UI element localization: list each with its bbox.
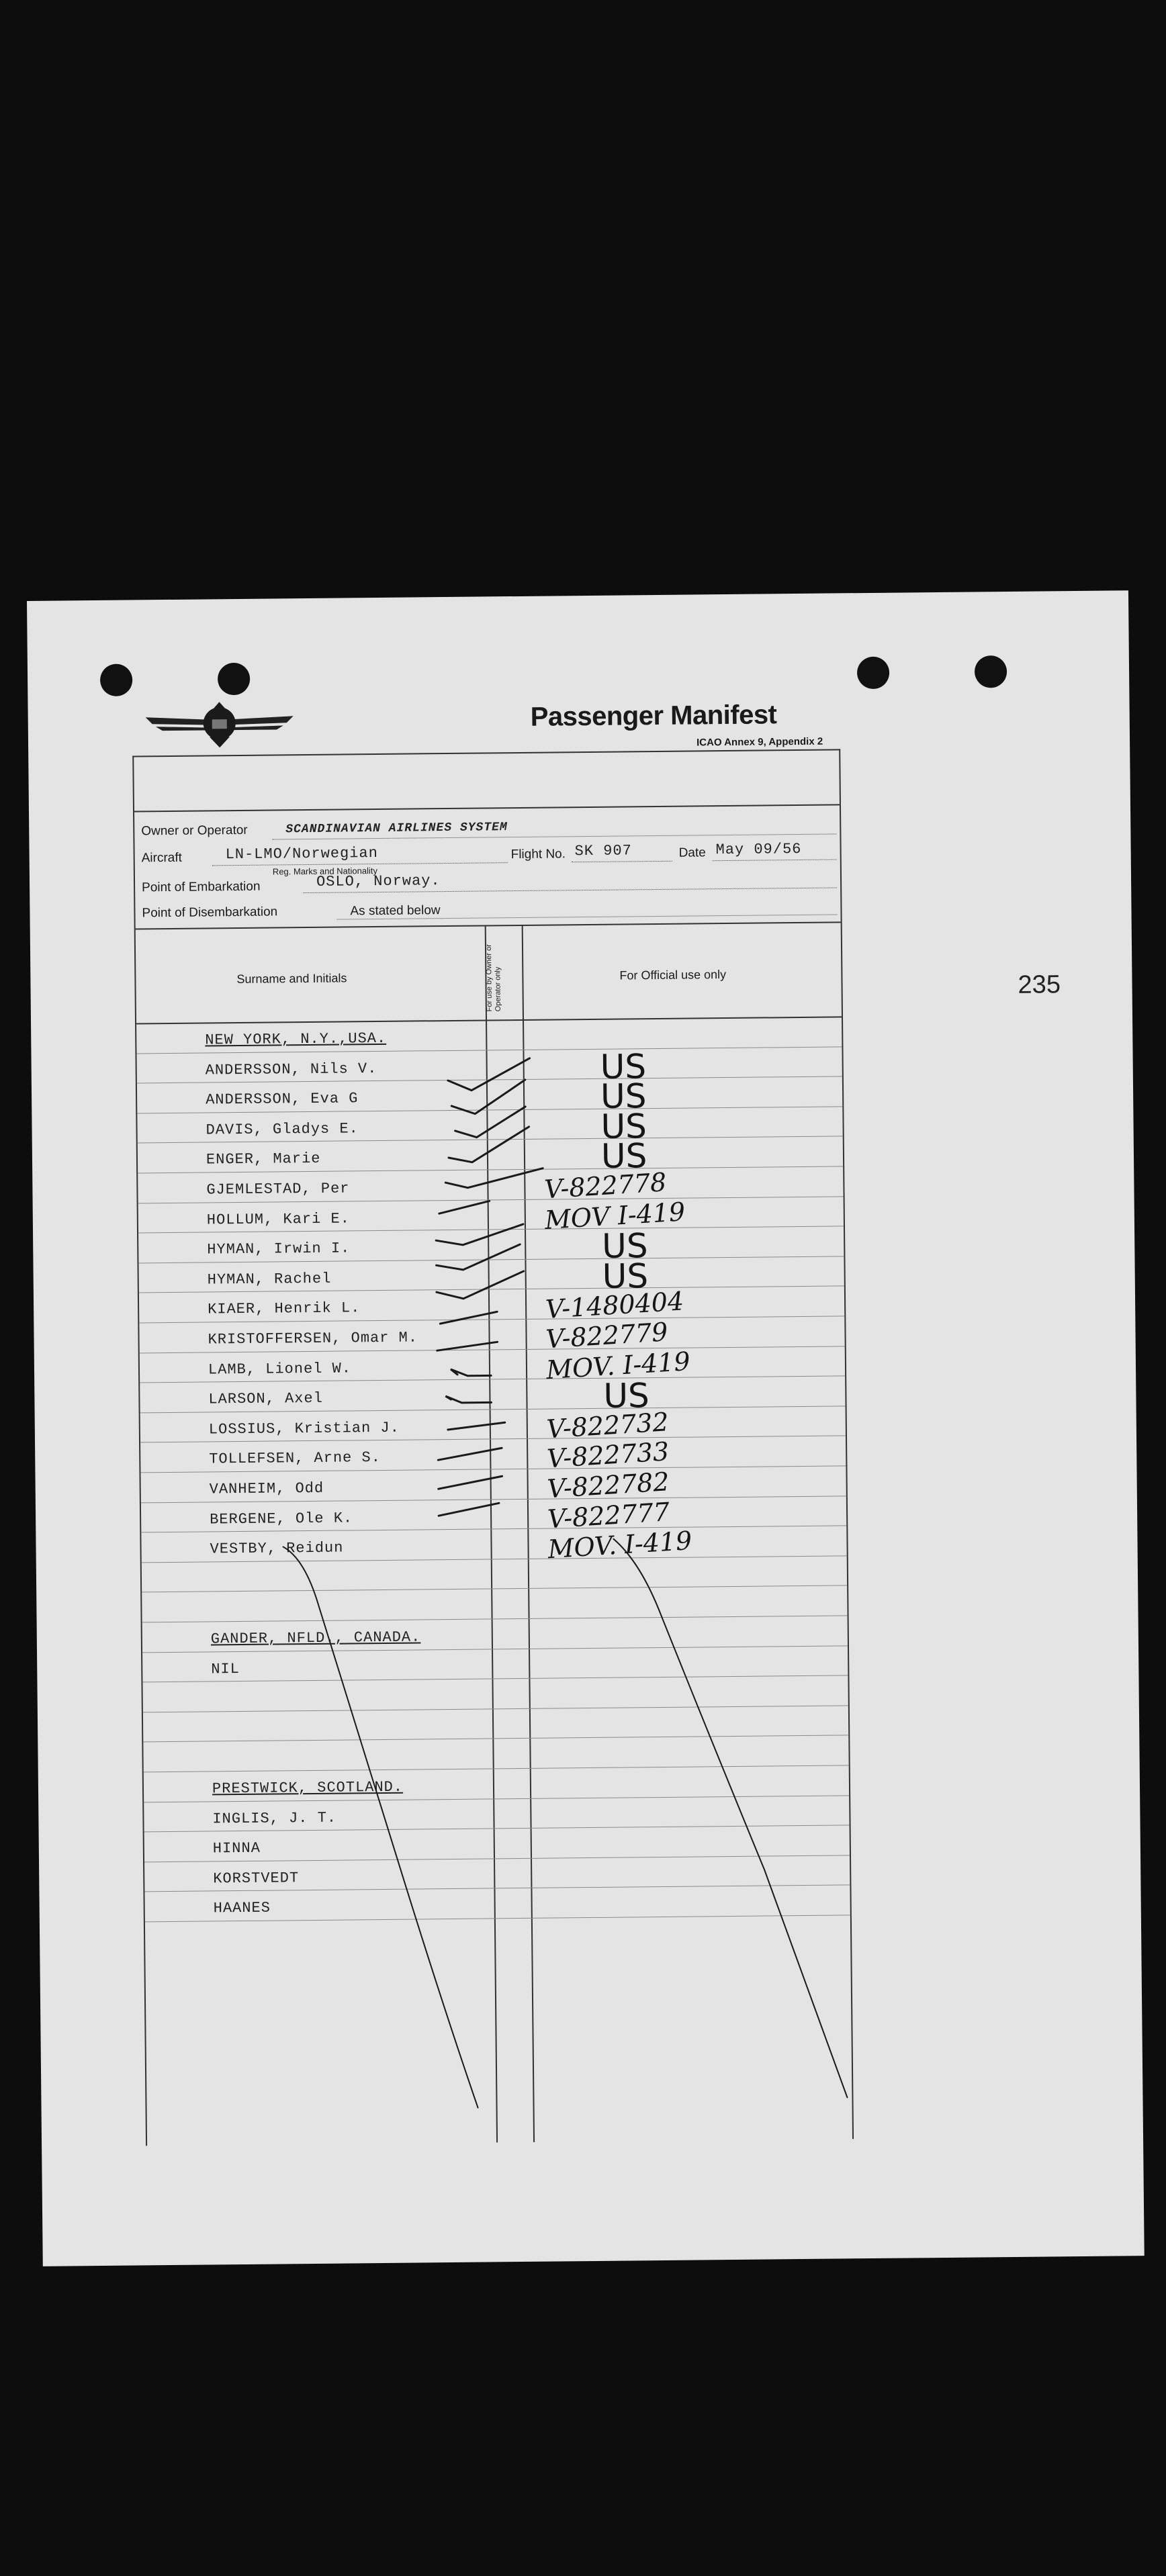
row-name: HINNA [212, 1839, 261, 1857]
row-official-entry: V-1480404 [544, 1286, 685, 1325]
disembark-value: As stated below [350, 903, 441, 919]
row-official-entry: V-822782 [546, 1467, 670, 1504]
row-official-entry: V-822732 [545, 1406, 670, 1444]
row-official-entry: MOV I-419 [543, 1196, 686, 1235]
col-header-official: For Official use only [619, 968, 727, 982]
row-name: ANDERSSON, Nils V. [205, 1060, 377, 1079]
flight-value: SK 907 [574, 842, 632, 860]
row-name: LOSSIUS, Kristian J. [208, 1419, 400, 1438]
row-name: TOLLEFSEN, Arne S. [209, 1449, 382, 1468]
row-official-entry: V-822779 [545, 1317, 669, 1354]
row-name: NIL [211, 1660, 240, 1678]
page-title: Passenger Manifest [530, 700, 777, 732]
row-official-entry: MOV. I-419 [547, 1526, 693, 1565]
row-name: DAVIS, Gladys E. [206, 1120, 359, 1139]
row-official-entry: V-822777 [546, 1496, 671, 1534]
row-official-entry: US [602, 1256, 649, 1296]
page-number: 235 [1018, 970, 1061, 999]
row-name: VANHEIM, Odd [209, 1479, 324, 1498]
embark-value: OSLO, Norway. [316, 872, 441, 890]
row-name: LAMB, Lionel W. [208, 1360, 352, 1379]
aircraft-label: Aircraft [141, 850, 182, 866]
row-name: ANDERSSON, Eva G [206, 1090, 359, 1109]
row-name: NEW YORK, N.Y.,USA. [205, 1029, 387, 1049]
row-name: HYMAN, Irwin I. [207, 1240, 351, 1258]
row-name: ENGER, Marie [206, 1150, 321, 1168]
owner-value: SCANDINAVIAN AIRLINES SYSTEM [285, 821, 508, 837]
row-name: INGLIS, J. T. [212, 1809, 337, 1828]
col-header-surname: Surname and Initials [236, 971, 347, 986]
row-official-entry: US [600, 1136, 647, 1177]
row-official-entry: US [601, 1226, 648, 1267]
page-subtitle: ICAO Annex 9, Appendix 2 [696, 735, 823, 749]
row-name: HOLLUM, Kari E. [206, 1210, 351, 1229]
row-name: VESTBY, Reidun [210, 1539, 344, 1558]
date-value: May 09/56 [715, 840, 802, 859]
row-name: KRISTOFFERSEN, Omar M. [208, 1329, 418, 1348]
row-name: HYMAN, Rachel [207, 1270, 332, 1289]
row-name: PRESTWICK, SCOTLAND. [212, 1778, 404, 1798]
row-name: KIAER, Henrik L. [208, 1299, 361, 1318]
row-official-entry: US [600, 1046, 647, 1087]
aircraft-value: LN-LMO/Norwegian [225, 844, 378, 864]
reg-caption: Reg. Marks and Nationality [272, 866, 378, 877]
manifest-sheet [27, 590, 1145, 2266]
row-official-entry: US [600, 1076, 647, 1117]
handwritten-marks [27, 590, 1145, 2266]
row-official-entry: V-822733 [546, 1436, 670, 1474]
row-name: LARSON, Axel [208, 1390, 323, 1408]
row-official-entry: US [603, 1376, 650, 1416]
row-name: HAANES [213, 1899, 271, 1917]
row-name: KORSTVEDT [213, 1869, 300, 1888]
date-label: Date [678, 845, 706, 860]
embark-label: Point of Embarkation [142, 879, 261, 895]
col-header-operator: For use by Owner or Operator only [484, 944, 502, 1012]
flight-label: Flight No. [510, 847, 566, 862]
owner-label: Owner or Operator [141, 823, 248, 839]
row-name: BERGENE, Ole K. [210, 1510, 353, 1528]
row-official-entry: MOV. I-419 [545, 1346, 691, 1385]
row-official-entry: US [600, 1106, 647, 1146]
row-name: GJEMLESTAD, Per [206, 1180, 350, 1199]
row-official-entry: V-822778 [543, 1167, 668, 1205]
disembark-label: Point of Disembarkation [142, 905, 278, 921]
row-name: GANDER, NFLD., CANADA. [210, 1628, 421, 1648]
